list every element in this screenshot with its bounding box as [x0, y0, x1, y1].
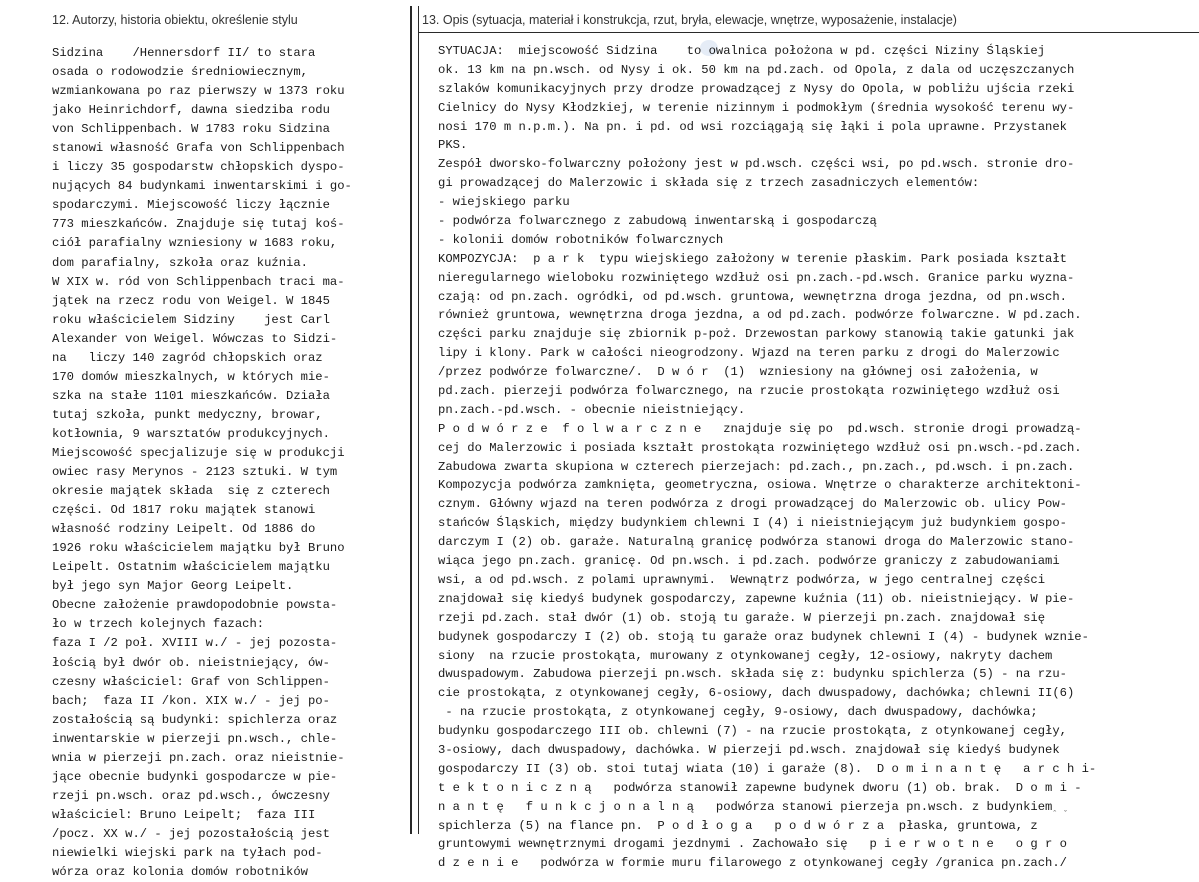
description-text-line: - wiejskiego parku: [438, 195, 570, 210]
history-text-line: Leipelt. Ostatnim właścicielem majątku: [52, 560, 330, 575]
stray-marks: ˆ ˇ: [1052, 810, 1069, 820]
description-text-line: /przez podwórze folwarczne/. D w ó r (1) wzniesiony na głównej osi założenia, w: [438, 365, 1038, 380]
description-text-line: pn.zach.-pd.wsch. - obecnie nieistniejący.: [438, 402, 746, 417]
header-rule: [418, 32, 1199, 33]
description-text-line: - na rzucie prostokąta, z otynkowanej cegły, 9-osiowy, dach dwuspadowy, dachówka;: [438, 705, 1038, 720]
history-text-line: okresie majątek składa się z czterech: [52, 484, 330, 499]
history-text-line: jątek na rzecz rodu von Weigel. W 1845: [52, 293, 330, 308]
column-divider: [410, 6, 412, 834]
history-text-line: roku właścicielem Sidziny jest Carl: [52, 312, 330, 327]
history-text-line: szka na stałe 1101 mieszkańców. Działa: [52, 388, 330, 403]
description-text-line: - podwórza folwarcznego z zabudową inwentarską i gospodarczą: [438, 214, 877, 229]
description-text-line: lipy i klony. Park w całości nieogrodzony. Wjazd na teren parku z drogi do Malerzowic: [438, 346, 1060, 361]
description-text-line: P o d w ó r z e f o l w a r c z n e znajduje się po pd.wsch. stronie drogi prowadzą-: [438, 421, 1082, 436]
description-text-line: stańców Śląskich, między budynkiem chlewni I (4) i nieistniejącym już budynkiem gospo-: [438, 516, 1067, 531]
description-text-line: Zespół dworsko-folwarczny położony jest w pd.wsch. części wsi, po pd.wsch. stronie dro-: [438, 157, 1075, 172]
history-text-line: von Schlippenbach. W 1783 roku Sidzina: [52, 122, 330, 137]
description-text-line: gruntowymi wewnętrznymi drogami jezdnymi . Zachowało się p i e r w o t n e o g r o: [438, 837, 1067, 852]
section-12-header: 12. Autorzy, historia obiektu, określenie stylu: [52, 13, 298, 27]
description-text-line: ok. 13 km na pn.wsch. od Nysy i ok. 50 km na pd.zach. od Opola, z dala od uczęszczanych: [438, 62, 1075, 77]
history-text-line: nujących 84 budynkami inwentarskimi i go-: [52, 179, 352, 194]
description-text-line: budynku gospodarczego III ob. chlewni (7) - na rzucie prostokąta, z otynkowanej cegły,: [438, 724, 1067, 739]
history-text-line: stanowi własność Grafa von Schlippenbach: [52, 141, 345, 156]
description-text-line: gi prowadzącej do Malerzowic i składa się z trzech zasadniczych elementów:: [438, 176, 980, 191]
description-text-line: PKS.: [438, 138, 468, 153]
history-text-line: na liczy 140 zagród chłopskich oraz: [52, 350, 323, 365]
history-text-line: ło w trzech kolejnych fazach:: [52, 617, 265, 632]
description-text-line: szlaków komunikacyjnych przy drodze prowadzącej z Nysy do Opola, w pobliżu ujścia rzeki: [438, 81, 1075, 96]
description-text-block: [438, 42, 1194, 873]
history-text-line: kotłownia, 9 warsztatów produkcyjnych.: [52, 426, 330, 441]
description-text-line: SYTUACJA: miejscowość Sidzina to owalnica położona w pd. części Niziny Śląskiej: [438, 44, 1046, 58]
description-text-line: również gruntowa, wewnętrzna droga jezdna, a od pd.zach. podwórze folwarczne. W pd.zach.: [438, 308, 1082, 323]
history-text-line: dom parafialny, szkoła oraz kuźnia.: [52, 255, 308, 270]
description-text-line: gospodarczy II (3) ob. stoi tutaj wiata (10) i garaże (8). D o m i n a n t ę a r c h i-: [438, 761, 1097, 776]
description-text-line: nosi 170 m n.p.m.). Na pn. i pd. od wsi rozciągają się łąki i pola uprawne. Przystanek: [438, 119, 1067, 134]
history-text-line: 1926 roku właścicielem majątku był Bruno: [52, 541, 345, 556]
history-text-line: Obecne założenie prawdopodobnie powsta-: [52, 598, 338, 613]
description-text-line: cznym. Główny wjazd na teren podwórza z drogi prowadzącej do Malerzowic ob. ulicy Pow-: [438, 497, 1067, 512]
history-text-line: wórza oraz kolonia domów robotników: [52, 865, 308, 880]
description-text-line: nieregularnego wieloboku rozwiniętego wzdłuż osi pn.zach.-pd.wsch. Granice parku wyzna-: [438, 270, 1075, 285]
history-text-line: /pocz. XX w./ - jej pozostałością jest: [52, 826, 330, 841]
description-text-line: dwuspadowym. Zabudowa pierzeji pn.wsch. składa się z: budynku spichlerza (5) - na rzu-: [438, 667, 1067, 682]
history-text-line: wzmiankowana po raz pierwszy w 1373 roku: [52, 84, 345, 99]
description-text-line: cej do Malerzowic i posiada kształt prostokąta rozwiniętego wzdłuż osi pn.wsch.-pd.zach.: [438, 440, 1082, 455]
history-text-line: jako Heinrichdorf, dawna siedziba rodu: [52, 103, 330, 118]
history-text-line: łością był dwór ob. nieistniejący, ów-: [52, 655, 330, 670]
description-text-line: części parku znajduje się zbiornik p-poż. Drzewostan parkowy stanowią takie gatunki jak: [438, 327, 1075, 342]
description-text-line: - kolonii domów robotników folwarcznych: [438, 232, 724, 247]
description-text-line: Zabudowa zwarta skupiona w czterech pierzejach: pd.zach., pn.zach., pd.wsch. i pn.zach.: [438, 459, 1075, 474]
description-text-line: d z e n i e podwórza w formie muru filarowego z otynkowanej cegły /granica pn.zach./: [438, 856, 1067, 871]
history-text-line: spodarczymi. Miejscowość liczy łącznie: [52, 198, 330, 213]
history-text-line: tutaj szkoła, punkt medyczny, browar,: [52, 407, 323, 422]
history-text-line: wnia w pierzeji pn.zach. oraz nieistnie-: [52, 750, 345, 765]
description-text-line: Kompozycja podwórza zamknięta, geometryczna, osiowa. Wnętrze o charakterze architektoni-: [438, 478, 1082, 493]
history-text-line: Alexander von Weigel. Wówczas to Sidzi-: [52, 331, 338, 346]
history-text-line: czesny właściciel: Graf von Schlippen-: [52, 674, 330, 689]
history-text-line: niewielki wiejski park na tyłach pod-: [52, 845, 323, 860]
description-text-line: budynek gospodarczy I (2) ob. stoją tu garaże oraz budynek chlewni I (4) - budynek wznie-: [438, 629, 1089, 644]
history-text-line: W XIX w. ród von Schlippenbach traci ma-: [52, 274, 345, 289]
history-text-block: [52, 44, 404, 882]
description-text-line: n a n t ę f u n k c j o n a l n ą podwórza stanowi pierzeja pn.wsch. z budynkiem: [438, 799, 1053, 814]
history-text-line: 170 domów mieszkalnych, w których mie-: [52, 369, 330, 384]
history-text-line: owiec rasy Merynos - 2123 sztuki. W tym: [52, 465, 338, 480]
description-text-line: darczym I (2) ob. garaże. Naturalną granicę podwórza stanowi droga do Malerzowic stano-: [438, 535, 1075, 550]
history-text-line: jące obecnie budynki gospodarcze w pie-: [52, 769, 338, 784]
description-text-line: rzeji pd.zach. stał dwór (1) ob. stoją tu garaże. W pierzeji pn.zach. znajdował się: [438, 610, 1046, 625]
description-text-line: znajdował się kiedyś budynek gospodarczy, zapewne kuźnia (11) ob. nieistniejący. W pie-: [438, 591, 1075, 606]
section-13-header: 13. Opis (sytuacja, materiał i konstrukcja, rzut, bryła, elewacje, wnętrze, wyposażenie, instalacje): [422, 13, 957, 27]
history-text-line: bach; faza II /kon. XIX w./ - jej po-: [52, 693, 330, 708]
column-divider-inner: [418, 6, 419, 834]
description-text-line: pd.zach. pierzeji podwórza folwarcznego, na rzucie prostokąta rozwiniętego wzdłuż osi: [438, 384, 1060, 399]
history-text-line: osada o rodowodzie średniowiecznym,: [52, 65, 308, 80]
history-text-line: rzeji pn.wsch. oraz pd.wsch., ówczesny: [52, 788, 330, 803]
history-text-line: Sidzina /Hennersdorf II/ to stara: [52, 46, 316, 60]
description-text-line: t e k t o n i c z n ą podwórza stanowił zapewne budynek dworu (1) ob. brak. D o m i -: [438, 780, 1082, 795]
history-text-line: był jego syn Major Georg Leipelt.: [52, 579, 294, 594]
history-text-line: 773 mieszkańców. Znajduje się tutaj koś-: [52, 217, 345, 232]
history-text-line: faza I /2 poł. XVIII w./ - jej pozosta-: [52, 636, 338, 651]
history-text-line: inwentarskie w pierzeji pn.wsch., chle-: [52, 731, 338, 746]
description-text-line: siony na rzucie prostokąta, murowany z otynkowanej cegły, 12-osiowy, nakryty dachem: [438, 648, 1053, 663]
description-text-line: wiąca jego pn.zach. granicę. Od pn.wsch. i pd.zach. podwórze graniczy z zabudowaniami: [438, 554, 1060, 569]
description-text-line: KOMPOZYCJA: p a r k typu wiejskiego założony w terenie płaskim. Park posiada kształt: [438, 251, 1067, 266]
description-text-line: 3-osiowy, dach dwuspadowy, dachówka. W pierzeji pd.wsch. znajdował się kiedyś budynek: [438, 742, 1060, 757]
history-text-line: ciół parafialny wzniesiony w 1683 roku,: [52, 236, 338, 251]
history-text-line: właściciel: Bruno Leipelt; faza III: [52, 807, 316, 822]
description-text-line: wsi, a od pd.wsch. z polami uprawnymi. Wewnątrz podwórza, w jego centralnej części: [438, 572, 1046, 587]
history-text-line: zostałością są budynki: spichlerza oraz: [52, 712, 338, 727]
description-text-line: cie prostokąta, z otynkowanej cegły, 6-osiowy, dach dwuspadowy, dachówka; chlewni II(6): [438, 686, 1075, 701]
history-text-line: i liczy 35 gospodarstw chłopskich dyspo-: [52, 160, 345, 175]
description-text-line: Cielnicy do Nysy Kłodzkiej, w terenie nizinnym i podmokłym (średnia wysokość terenu wy-: [438, 100, 1075, 115]
description-text-line: czają: od pn.zach. ogródki, od pd.wsch. gruntowa, wewnętrzna droga jezdna, od pn.wsch.: [438, 289, 1067, 304]
description-text-line: spichlerza (5) na flance pn. P o d ł o g a p o d w ó r z a płaska, gruntowa, z: [438, 818, 1038, 833]
history-text-line: części. Od 1817 roku majątek stanowi: [52, 503, 316, 518]
history-text-line: Miejscowość specjalizuje się w produkcji: [52, 445, 345, 460]
history-text-line: własność rodziny Leipelt. Od 1886 do: [52, 522, 316, 537]
